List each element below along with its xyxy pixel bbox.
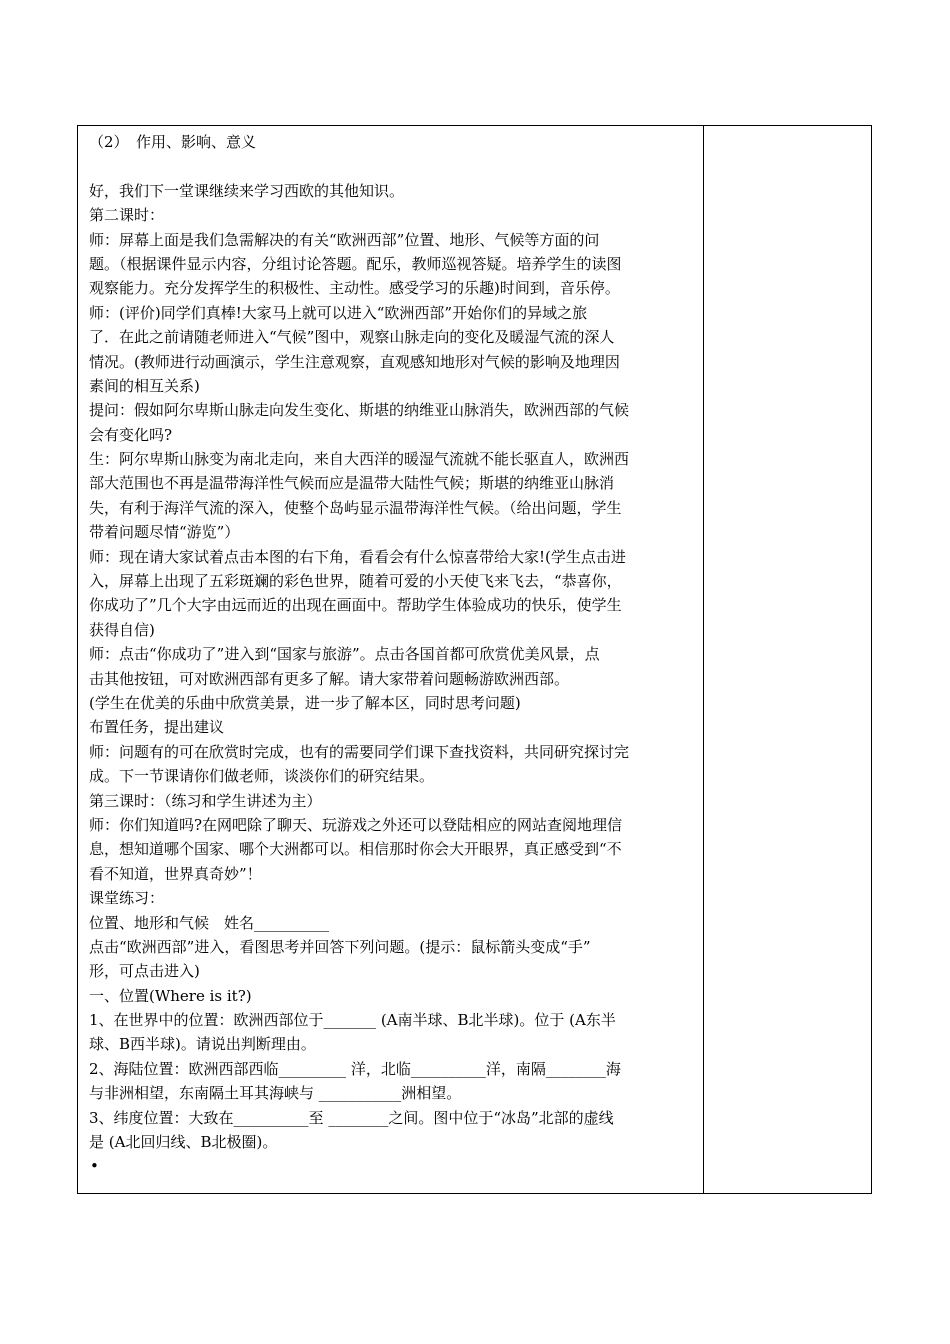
text-line: 点击“欧洲西部”进入，看图思考并回答下列问题。(提示：鼠标箭头变成“手” — [89, 937, 591, 956]
content-cell — [78, 126, 704, 1193]
text-line: 素间的相互关系) — [89, 376, 200, 395]
text-line: 一、位置(Where is it?) — [89, 986, 252, 1005]
text-line: 第三课时：（练习和学生讲述为主） — [89, 791, 322, 810]
text-line: 入，屏幕上出现了五彩斑斓的彩色世界，随着可爱的小天使飞来飞去，“恭喜你， — [89, 572, 622, 591]
text-line: 击其他按钮，可对欧洲西部有更多了解。请大家带着问题畅游欧洲西部。 — [89, 669, 570, 688]
text-lines — [89, 179, 695, 1155]
text-line: 观察能力。充分发挥学生的积极性、主动性。感受学习的乐趣)时间到，音乐停。 — [89, 279, 620, 298]
text-line: 息，想知道哪个国家、哪个大洲都可以。相信那时你会大开眼界，真正感受到“不 — [89, 840, 622, 859]
text-line: 题。（根据课件显示内容，分组讨论答题。配乐，教师巡视答疑。培养学生的读图 — [89, 254, 622, 273]
text-line: 师：点击“你成功了”进入到“国家与旅游”。点击各国首都可欣赏优美风景，点 — [89, 645, 600, 664]
text-line: 获得自信) — [89, 620, 155, 639]
notes-cell — [704, 126, 871, 1193]
text-line: 了．在此之前请随老师进入“气候”图中，观察山脉走向的变化及暖湿气流的深人 — [89, 328, 615, 347]
text-line: 形，可点击进入) — [89, 962, 200, 981]
text-line: 位置、地形和气候 姓名__________ — [89, 913, 330, 932]
text-line: 部大范围也不再是温带海洋性气候而应是温带大陆性气候；斯堪的纳维亚山脉消 — [89, 474, 615, 493]
text-line: 会有变化吗? — [89, 425, 173, 444]
text-line: 师：问题有的可在欣赏时完成，也有的需要同学们课下查找资料，共同研究探讨完 — [89, 742, 630, 761]
text-line: 1、在世界中的位置：欧洲西部位于_______ (A南半球、B北半球)。位于 (A东半 — [89, 1011, 616, 1030]
text-line: 看不知道，世界真奇妙”！ — [89, 864, 262, 883]
text-line: 是 (A北回归线、B北极圈)。 — [89, 1133, 278, 1152]
text-line: 生：阿尔卑斯山脉变为南北走向，来自大西洋的暖湿气流就不能长驱直人，欧洲西 — [89, 450, 630, 469]
text-line: 师：现在请大家试着点击本图的右下角，看看会有什么惊喜带给大家!(学生点击进 — [89, 547, 626, 566]
blank-line — [89, 154, 695, 178]
text-line: 你成功了”几个大字由远而近的出现在画面中。帮助学生体验成功的快乐，使学生 — [89, 596, 622, 615]
text-line: 球、B西半球)。请说出判断理由。 — [89, 1035, 316, 1054]
text-line: 师：你们知道吗?在网吧除了聊天、玩游戏之外还可以登陆相应的网站查阅地理信 — [89, 815, 623, 834]
text-line: 布置任务，提出建议 — [89, 718, 225, 737]
text-line: 提问：假如阿尔卑斯山脉走向发生变化、斯堪的纳维亚山脉消失，欧洲西部的气候 — [89, 401, 630, 420]
text-line: (学生在优美的乐曲中欣赏美景，进一步了解本区，同时思考问题) — [89, 693, 521, 712]
text-line: 3、纬度位置：大致在__________至 ________之间。图中位于“冰岛”北部的虚线 — [89, 1108, 614, 1127]
text-line: 2、海陆位置：欧洲西部西临_________ 洋，北临__________洋，南隔________海 — [89, 1059, 621, 1078]
text-line: 带着问题尽情“游览”） — [89, 523, 240, 542]
text-line: 成。下一节课请你们做老师，谈淡你们的研究结果。 — [89, 767, 435, 786]
document-table — [77, 125, 872, 1194]
text-line: 师：(评价)同学们真棒!大家马上就可以进入“欧洲西部”开始你们的异域之旅 — [89, 303, 588, 322]
text-line: 第二课时： — [89, 206, 165, 225]
text-line: 课堂练习： — [89, 889, 165, 908]
text-line: 与非洲相望，东南隔土耳其海峡与 ___________洲相望。 — [89, 1084, 462, 1103]
section-heading: （2） 作用、影响、意义 — [89, 133, 257, 151]
bullet-point: • — [90, 1157, 99, 1176]
text-line: 好，我们下一堂课继续来学习西欧的其他知识。 — [89, 181, 405, 200]
text-line: 师：屏幕上面是我们急需解决的有关“欧洲西部”位置、地形、气候等方面的问 — [89, 230, 600, 249]
text-line: 失，有利于海洋气流的深入，使整个岛屿显示温带海洋性气候。（给出问题，学生 — [89, 498, 622, 517]
text-line: 情况。(教师进行动画演示，学生注意观察，直观感知地形对气候的影响及地理因 — [89, 352, 620, 371]
